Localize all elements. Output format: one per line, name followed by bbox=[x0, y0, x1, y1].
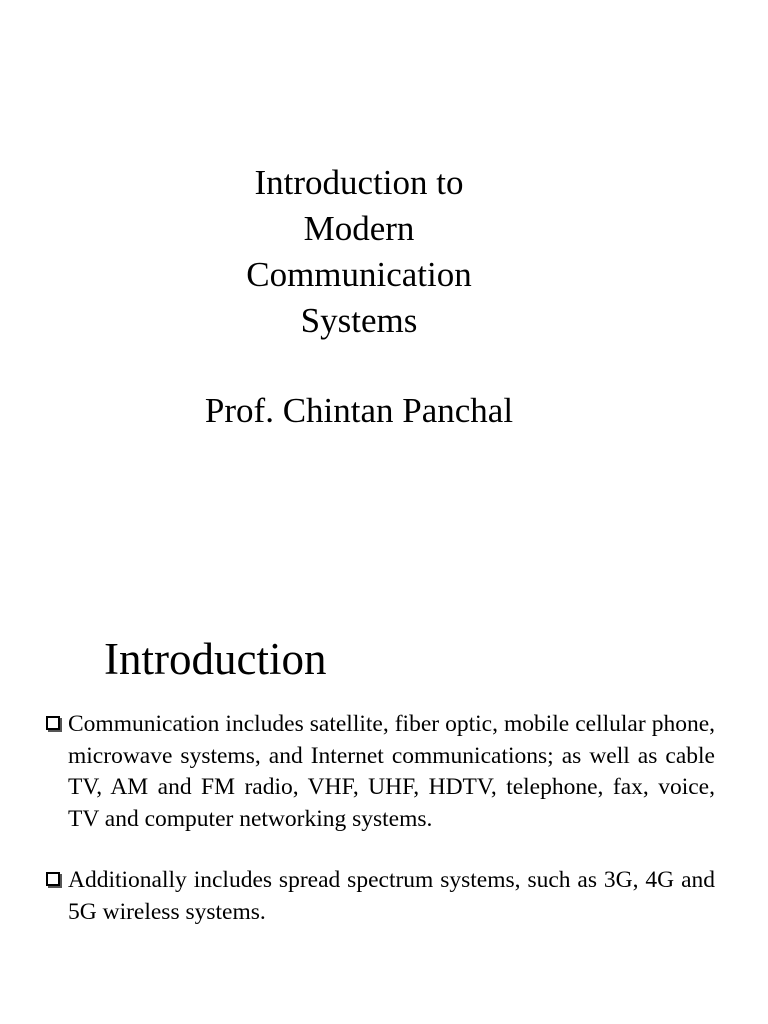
hollow-square-bullet-icon bbox=[46, 872, 60, 886]
intro-slide bbox=[0, 576, 768, 1024]
title-line: Systems bbox=[300, 301, 418, 340]
presentation-title bbox=[0, 160, 718, 344]
title-line: Introduction to bbox=[254, 163, 464, 202]
bullet-text: Additionally includes spread spectrum systems, such as 3G, 4G and 5G wireless systems. bbox=[68, 867, 715, 925]
bullet-item bbox=[44, 709, 715, 835]
bullet-item bbox=[44, 865, 715, 928]
title-line: Communication bbox=[246, 255, 472, 294]
section-heading: Introduction bbox=[104, 634, 327, 684]
hollow-square-bullet-icon bbox=[46, 716, 60, 730]
title-line: Modern bbox=[303, 209, 415, 248]
author-name: Prof. Chintan Panchal bbox=[204, 391, 514, 430]
bullet-list bbox=[44, 709, 715, 958]
bullet-text: Communication includes satellite, fiber optic, mobile cellular phone, microwave systems, and Internet communications; as well as cable TV, AM and FM radio, VHF, UHF, HDTV, telephone, fax, voice, TV and computer networking systems. bbox=[68, 711, 715, 832]
